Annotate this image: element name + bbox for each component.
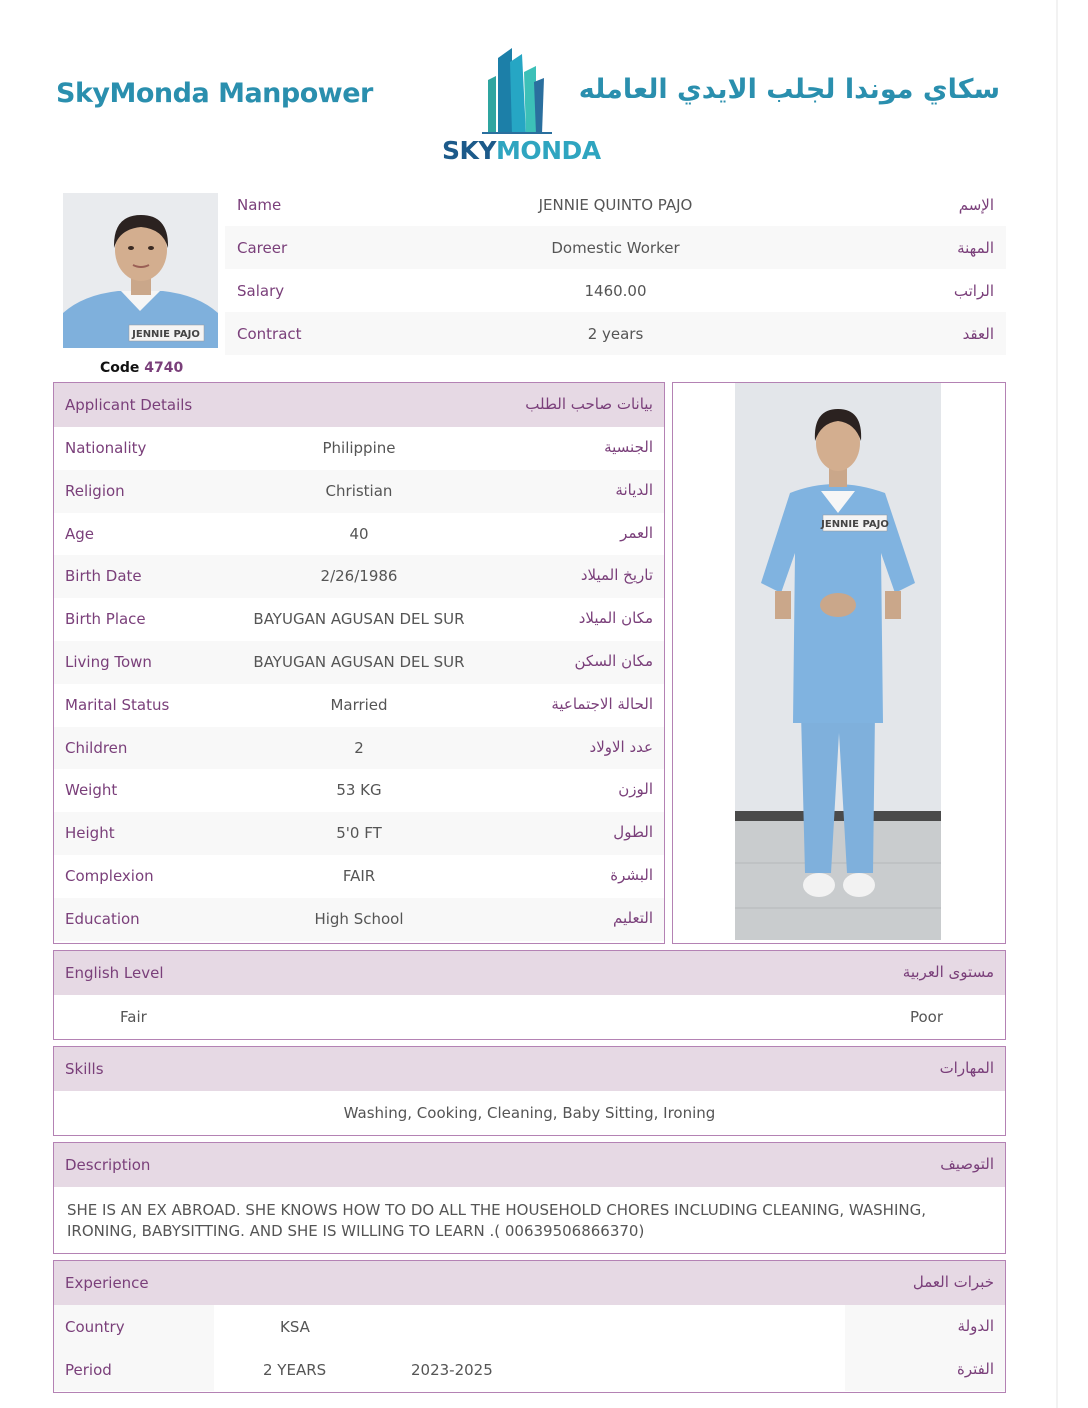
summary-table (225, 183, 1006, 355)
description-text: SHE IS AN EX ABROAD. SHE KNOWS HOW TO DO ALL THE HOUSEHOLD CHORES INCLUDING CLEANING, WASHING, IRONING, BABYSITTING. AND SHE IS WILLING TO LEARN .( 00639506866370) (67, 1201, 926, 1240)
field-label-english: Age (65, 524, 95, 543)
applicant-row (54, 598, 664, 641)
applicant-row (54, 898, 664, 941)
field-label-arabic: مكان السكن (574, 651, 653, 670)
applicant-row (54, 513, 664, 556)
skills-value: Washing, Cooking, Cleaning, Baby Sitting, Ironing (343, 1104, 716, 1122)
building-logo-icon (482, 40, 552, 134)
field-value: 53 KG (336, 781, 382, 800)
field-value: 40 (349, 524, 369, 543)
field-label-arabic: البشرة (610, 865, 653, 884)
field-label-english: Marital Status (65, 695, 170, 714)
experience-box (53, 1260, 1006, 1393)
field-label-english: Education (65, 909, 140, 928)
field-value: Christian (325, 481, 393, 500)
applicant-details-box (53, 382, 665, 944)
page-edge (1056, 0, 1058, 1408)
english-level-value: Fair (120, 1008, 147, 1026)
applicant-row (54, 470, 664, 513)
applicant-details-rows (54, 427, 664, 941)
brand-name-english: SkyMonda Manpower (56, 78, 373, 109)
arabic-level-value: Poor (909, 1008, 943, 1026)
applicant-photo-portrait (63, 193, 218, 348)
field-label-arabic: تاريخ الميلاد (580, 566, 653, 585)
full-photo-box (672, 382, 1006, 944)
language-level-header: English Level مستوى العربية (54, 951, 1005, 995)
summary-row-contract: Contract 2 years العقد (225, 312, 1006, 355)
brand-name-arabic: سكاي موندا لجلب الايدي العامله (578, 74, 1000, 105)
field-label-arabic: عدد الاولاد (589, 737, 653, 756)
field-label-english: Children (65, 738, 128, 757)
applicant-row (54, 855, 664, 898)
summary-row-salary: Salary 1460.00 الراتب (237, 281, 994, 300)
applicant-row (54, 555, 664, 598)
skymonda-logo (440, 40, 601, 170)
field-label-arabic: مكان الميلاد (578, 609, 653, 628)
applicant-row (54, 727, 664, 770)
applicant-row (54, 427, 664, 470)
description-header: Description التوصيف (54, 1143, 1005, 1187)
field-label-arabic: الجنسية (604, 438, 653, 456)
experience-header: Experience خبرات العمل (54, 1261, 1005, 1305)
language-level-box (53, 950, 1006, 1040)
field-label-arabic: الوزن (618, 780, 653, 799)
field-label-arabic: العمر (620, 523, 653, 542)
field-label-arabic: الديانة (615, 480, 653, 499)
field-label-english: Nationality (65, 439, 147, 457)
field-value: High School (314, 909, 404, 928)
summary-row-career: Career Domestic Worker المهنة (225, 226, 1006, 269)
applicant-photo-full (735, 383, 941, 940)
field-value: 2/26/1986 (320, 567, 398, 586)
svg-text:JENNIE PAJO: JENNIE PAJO (132, 329, 200, 340)
field-value: FAIR (342, 866, 376, 885)
field-value: Philippine (322, 439, 396, 457)
field-label-arabic: الحالة الاجتماعية (551, 694, 653, 713)
field-label-english: Complexion (65, 866, 154, 885)
field-label-english: Living Town (65, 652, 152, 671)
applicant-row (54, 812, 664, 855)
language-level-values (54, 995, 1005, 1037)
field-label-arabic: التعليم (613, 908, 653, 927)
description-box (53, 1142, 1006, 1254)
applicant-code: Code 4740 (100, 360, 184, 376)
applicant-row (54, 641, 664, 684)
experience-row-period: Period 2 YEARS 2023-2025 الفترة (54, 1348, 1005, 1391)
field-label-english: Birth Date (65, 567, 142, 586)
field-value: 5'0 FT (336, 824, 382, 843)
field-value: BAYUGAN AGUSAN DEL SUR (253, 610, 465, 629)
field-label-arabic: الطول (613, 823, 653, 842)
skills-box (53, 1046, 1006, 1136)
summary-row-name: Name JENNIE QUINTO PAJO الإسم (237, 195, 994, 214)
field-label-english: Weight (65, 781, 118, 800)
applicant-row (54, 769, 664, 812)
skills-header: Skills المهارات (54, 1047, 1005, 1091)
field-label-english: Height (65, 824, 115, 843)
field-label-english: Religion (65, 481, 125, 500)
field-value: BAYUGAN AGUSAN DEL SUR (253, 652, 465, 671)
field-value: 2 (354, 738, 364, 757)
field-label-english: Birth Place (65, 610, 146, 629)
field-value: Married (330, 695, 388, 714)
experience-row-country: Country KSA الدولة (54, 1305, 1005, 1348)
applicant-details-header: Applicant Details بيانات صاحب الطلب (54, 383, 664, 427)
logo-wordmark: SKYMONDA (442, 136, 601, 165)
applicant-row (54, 684, 664, 727)
svg-text:JENNIE PAJO: JENNIE PAJO (821, 519, 889, 530)
